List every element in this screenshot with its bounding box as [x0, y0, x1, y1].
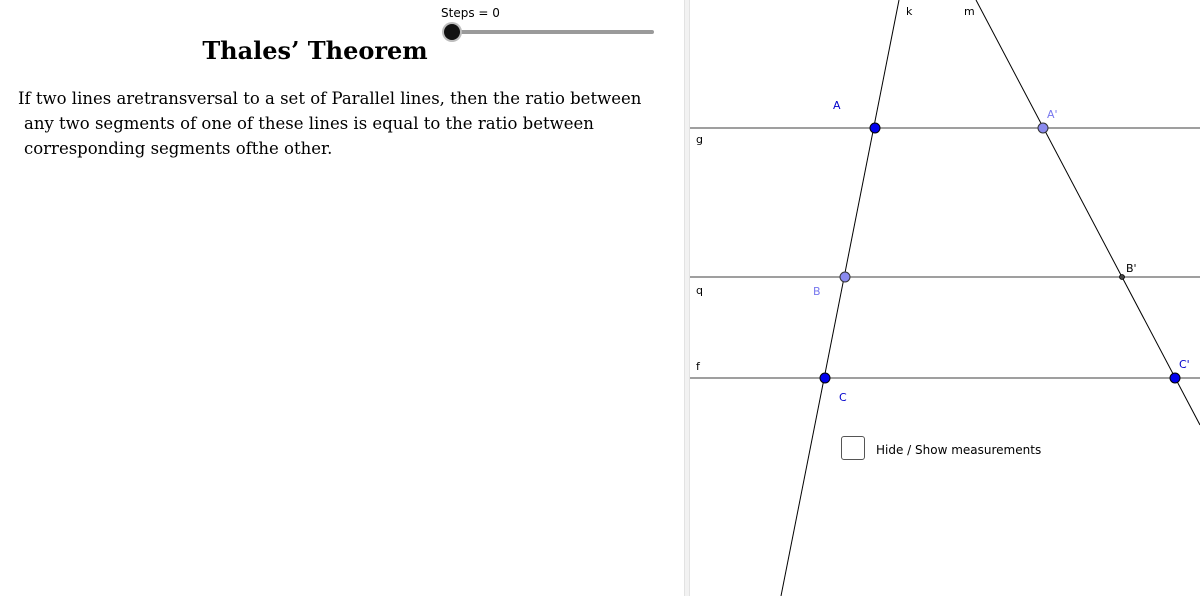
- label-q: q: [696, 284, 703, 297]
- label-B-prime: B': [1126, 262, 1137, 275]
- line-m[interactable]: [976, 0, 1200, 425]
- steps-slider-track[interactable]: [452, 30, 654, 34]
- point-A[interactable]: [870, 123, 880, 133]
- label-k: k: [906, 5, 913, 18]
- label-A: A: [833, 99, 841, 112]
- point-B-prime: [1120, 275, 1125, 280]
- theorem-line-1: If two lines aretransversal to a set of Parallel lines, then the ratio between: [18, 89, 642, 108]
- measurements-checkbox-label[interactable]: Hide / Show measurements: [876, 443, 1042, 457]
- theorem-line-2: any two segments of one of these lines is equal to the ratio between: [24, 114, 594, 133]
- label-f: f: [696, 360, 700, 373]
- steps-slider-label: Steps = 0: [441, 6, 500, 20]
- theorem-line-3: corresponding segments ofthe other.: [24, 139, 333, 158]
- label-B: B: [813, 285, 821, 298]
- geometry-canvas[interactable]: [690, 0, 1200, 596]
- label-C-prime: C': [1179, 358, 1190, 371]
- measurements-checkbox[interactable]: [841, 436, 865, 460]
- label-g: g: [696, 133, 703, 146]
- page-title: Thales’ Theorem: [202, 36, 428, 65]
- point-C-prime[interactable]: [1170, 373, 1180, 383]
- label-A-prime: A': [1047, 108, 1058, 121]
- point-C[interactable]: [820, 373, 830, 383]
- line-k[interactable]: [781, 0, 899, 596]
- point-B[interactable]: [840, 272, 850, 282]
- label-m: m: [964, 5, 975, 18]
- graphics-view[interactable]: [690, 0, 1200, 596]
- theorem-statement: [18, 86, 648, 161]
- point-A-prime[interactable]: [1038, 123, 1048, 133]
- label-C: C: [839, 391, 847, 404]
